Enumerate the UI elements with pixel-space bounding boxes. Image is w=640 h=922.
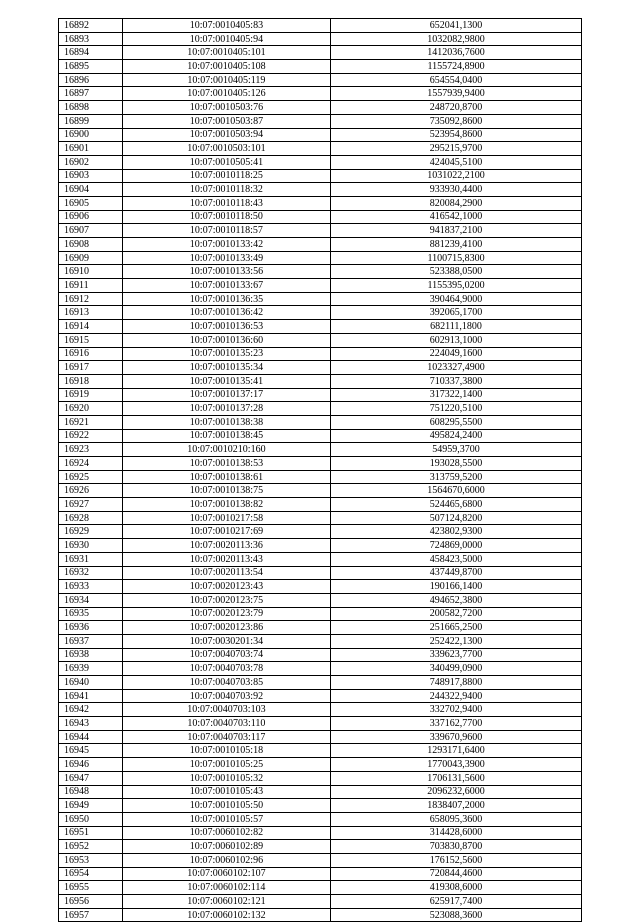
row-number-cell: 16948: [59, 785, 123, 799]
row-number-cell: 16941: [59, 689, 123, 703]
table-row: [59, 853, 582, 867]
row-number-cell: 16945: [59, 744, 123, 758]
row-number-cell: 16918: [59, 374, 123, 388]
cadastral-number-cell: 10:07:0010135:34: [122, 361, 330, 375]
row-number-cell: 16929: [59, 525, 123, 539]
row-number-cell: 16931: [59, 552, 123, 566]
row-number-cell: 16917: [59, 361, 123, 375]
cadastral-number-cell: 10:07:0010105:57: [122, 812, 330, 826]
row-number-cell: 16932: [59, 566, 123, 580]
table-row: [59, 415, 582, 429]
value-cell: 1564670,6000: [331, 484, 582, 498]
data-table: [58, 18, 582, 922]
table-row: [59, 525, 582, 539]
table-row: [59, 676, 582, 690]
table-row: [59, 114, 582, 128]
table-row: [59, 374, 582, 388]
value-cell: 437449,8700: [331, 566, 582, 580]
table-row: [59, 320, 582, 334]
row-number-cell: 16916: [59, 347, 123, 361]
table-row: [59, 155, 582, 169]
row-number-cell: 16947: [59, 771, 123, 785]
cadastral-number-cell: 10:07:0010133:49: [122, 251, 330, 265]
value-cell: 251665,2500: [331, 621, 582, 635]
table-row: [59, 580, 582, 594]
value-cell: 1031022,2100: [331, 169, 582, 183]
value-cell: 602913,1000: [331, 333, 582, 347]
table-row: [59, 128, 582, 142]
cadastral-number-cell: 10:07:0010405:94: [122, 32, 330, 46]
row-number-cell: 16952: [59, 840, 123, 854]
table-row: [59, 730, 582, 744]
row-number-cell: 16953: [59, 853, 123, 867]
table-row: [59, 511, 582, 525]
row-number-cell: 16919: [59, 388, 123, 402]
table-row: [59, 265, 582, 279]
row-number-cell: 16926: [59, 484, 123, 498]
value-cell: 724869,0000: [331, 539, 582, 553]
value-cell: 317322,1400: [331, 388, 582, 402]
value-cell: 748917,8800: [331, 676, 582, 690]
value-cell: 424045,5100: [331, 155, 582, 169]
value-cell: 1155724,8900: [331, 60, 582, 74]
cadastral-number-cell: 10:07:0020113:54: [122, 566, 330, 580]
cadastral-number-cell: 10:07:0020123:79: [122, 607, 330, 621]
value-cell: 682111,1800: [331, 320, 582, 334]
row-number-cell: 16895: [59, 60, 123, 74]
row-number-cell: 16949: [59, 799, 123, 813]
cadastral-number-cell: 10:07:0040703:103: [122, 703, 330, 717]
value-cell: 625917,7400: [331, 895, 582, 909]
table-row: [59, 429, 582, 443]
value-cell: 1023327,4900: [331, 361, 582, 375]
cadastral-number-cell: 10:07:0010118:32: [122, 183, 330, 197]
table-row: [59, 717, 582, 731]
value-cell: 658095,3600: [331, 812, 582, 826]
row-number-cell: 16954: [59, 867, 123, 881]
cadastral-number-cell: 10:07:0010133:67: [122, 279, 330, 293]
cadastral-number-cell: 10:07:0010133:56: [122, 265, 330, 279]
cadastral-number-cell: 10:07:0030201:34: [122, 634, 330, 648]
cadastral-number-cell: 10:07:0010135:41: [122, 374, 330, 388]
row-number-cell: 16946: [59, 758, 123, 772]
row-number-cell: 16896: [59, 73, 123, 87]
row-number-cell: 16902: [59, 155, 123, 169]
row-number-cell: 16950: [59, 812, 123, 826]
value-cell: 820084,2900: [331, 196, 582, 210]
row-number-cell: 16924: [59, 457, 123, 471]
row-number-cell: 16909: [59, 251, 123, 265]
row-number-cell: 16944: [59, 730, 123, 744]
cadastral-number-cell: 10:07:0040703:85: [122, 676, 330, 690]
row-number-cell: 16906: [59, 210, 123, 224]
cadastral-number-cell: 10:07:0010405:126: [122, 87, 330, 101]
value-cell: 881239,4100: [331, 238, 582, 252]
table-row: [59, 867, 582, 881]
table-row: [59, 196, 582, 210]
table-row: [59, 826, 582, 840]
row-number-cell: 16942: [59, 703, 123, 717]
cadastral-number-cell: 10:07:0020113:43: [122, 552, 330, 566]
table-row: [59, 648, 582, 662]
table-row: [59, 443, 582, 457]
row-number-cell: 16930: [59, 539, 123, 553]
value-cell: 339623,7700: [331, 648, 582, 662]
cadastral-number-cell: 10:07:0010118:50: [122, 210, 330, 224]
row-number-cell: 16903: [59, 169, 123, 183]
row-number-cell: 16907: [59, 224, 123, 238]
cadastral-number-cell: 10:07:0060102:132: [122, 908, 330, 922]
table-row: [59, 388, 582, 402]
row-number-cell: 16943: [59, 717, 123, 731]
table-row: [59, 895, 582, 909]
value-cell: 392065,1700: [331, 306, 582, 320]
table-row: [59, 347, 582, 361]
row-number-cell: 16920: [59, 402, 123, 416]
table-row: [59, 46, 582, 60]
cadastral-number-cell: 10:07:0060102:89: [122, 840, 330, 854]
cadastral-number-cell: 10:07:0010105:50: [122, 799, 330, 813]
row-number-cell: 16940: [59, 676, 123, 690]
cadastral-number-cell: 10:07:0010503:76: [122, 101, 330, 115]
cadastral-number-cell: 10:07:0010105:43: [122, 785, 330, 799]
row-number-cell: 16935: [59, 607, 123, 621]
table-row: [59, 593, 582, 607]
row-number-cell: 16897: [59, 87, 123, 101]
cadastral-number-cell: 10:07:0010405:108: [122, 60, 330, 74]
cadastral-number-cell: 10:07:0010405:101: [122, 46, 330, 60]
table-row: [59, 539, 582, 553]
cadastral-number-cell: 10:07:0010136:42: [122, 306, 330, 320]
table-row: [59, 621, 582, 635]
cadastral-number-cell: 10:07:0010405:119: [122, 73, 330, 87]
table-row: [59, 566, 582, 580]
value-cell: 458423,5000: [331, 552, 582, 566]
table-row: [59, 251, 582, 265]
row-number-cell: 16957: [59, 908, 123, 922]
cadastral-number-cell: 10:07:0010137:28: [122, 402, 330, 416]
row-number-cell: 16925: [59, 470, 123, 484]
table-row: [59, 840, 582, 854]
table-row: [59, 758, 582, 772]
table-body: [59, 19, 582, 922]
table-row: [59, 279, 582, 293]
value-cell: 710337,3800: [331, 374, 582, 388]
row-number-cell: 16955: [59, 881, 123, 895]
table-row: [59, 662, 582, 676]
table-row: [59, 361, 582, 375]
value-cell: 2096232,6000: [331, 785, 582, 799]
value-cell: 735092,8600: [331, 114, 582, 128]
cadastral-number-cell: 10:07:0060102:107: [122, 867, 330, 881]
value-cell: 244322,9400: [331, 689, 582, 703]
row-number-cell: 16893: [59, 32, 123, 46]
table-row: [59, 402, 582, 416]
cadastral-number-cell: 10:07:0010210:160: [122, 443, 330, 457]
table-row: [59, 812, 582, 826]
row-number-cell: 16899: [59, 114, 123, 128]
value-cell: 933930,4400: [331, 183, 582, 197]
value-cell: 523388,0500: [331, 265, 582, 279]
value-cell: 54959,3700: [331, 443, 582, 457]
table-row: [59, 333, 582, 347]
cadastral-number-cell: 10:07:0040703:92: [122, 689, 330, 703]
row-number-cell: 16938: [59, 648, 123, 662]
cadastral-number-cell: 10:07:0010138:38: [122, 415, 330, 429]
row-number-cell: 16892: [59, 19, 123, 33]
value-cell: 523954,8600: [331, 128, 582, 142]
value-cell: 419308,6000: [331, 881, 582, 895]
table-row: [59, 32, 582, 46]
cadastral-number-cell: 10:07:0010503:87: [122, 114, 330, 128]
table-row: [59, 881, 582, 895]
cadastral-number-cell: 10:07:0060102:96: [122, 853, 330, 867]
table-row: [59, 60, 582, 74]
row-number-cell: 16894: [59, 46, 123, 60]
value-cell: 200582,7200: [331, 607, 582, 621]
row-number-cell: 16900: [59, 128, 123, 142]
row-number-cell: 16933: [59, 580, 123, 594]
value-cell: 1770043,3900: [331, 758, 582, 772]
cadastral-number-cell: 10:07:0040703:110: [122, 717, 330, 731]
table-row: [59, 771, 582, 785]
row-number-cell: 16936: [59, 621, 123, 635]
row-number-cell: 16915: [59, 333, 123, 347]
cadastral-number-cell: 10:07:0040703:78: [122, 662, 330, 676]
row-number-cell: 16921: [59, 415, 123, 429]
table-row: [59, 73, 582, 87]
table-row: [59, 689, 582, 703]
cadastral-number-cell: 10:07:0010118:43: [122, 196, 330, 210]
row-number-cell: 16956: [59, 895, 123, 909]
value-cell: 339670,9600: [331, 730, 582, 744]
table-row: [59, 19, 582, 33]
row-number-cell: 16927: [59, 498, 123, 512]
cadastral-number-cell: 10:07:0010118:25: [122, 169, 330, 183]
value-cell: 176152,5600: [331, 853, 582, 867]
row-number-cell: 16911: [59, 279, 123, 293]
table-row: [59, 101, 582, 115]
table-row: [59, 142, 582, 156]
row-number-cell: 16905: [59, 196, 123, 210]
value-cell: 1557939,9400: [331, 87, 582, 101]
row-number-cell: 16923: [59, 443, 123, 457]
table-row: [59, 498, 582, 512]
cadastral-number-cell: 10:07:0010138:75: [122, 484, 330, 498]
table-row: [59, 799, 582, 813]
cadastral-number-cell: 10:07:0040703:74: [122, 648, 330, 662]
cadastral-number-cell: 10:07:0010133:42: [122, 238, 330, 252]
value-cell: 1706131,5600: [331, 771, 582, 785]
table-row: [59, 744, 582, 758]
value-cell: 332702,9400: [331, 703, 582, 717]
table-row: [59, 292, 582, 306]
value-cell: 652041,1300: [331, 19, 582, 33]
cadastral-number-cell: 10:07:0010217:58: [122, 511, 330, 525]
cadastral-number-cell: 10:07:0010503:94: [122, 128, 330, 142]
cadastral-number-cell: 10:07:0040703:117: [122, 730, 330, 744]
cadastral-number-cell: 10:07:0010138:61: [122, 470, 330, 484]
row-number-cell: 16914: [59, 320, 123, 334]
row-number-cell: 16904: [59, 183, 123, 197]
value-cell: 190166,1400: [331, 580, 582, 594]
table-row: [59, 703, 582, 717]
value-cell: 340499,0900: [331, 662, 582, 676]
cadastral-number-cell: 10:07:0010503:101: [122, 142, 330, 156]
cadastral-number-cell: 10:07:0060102:114: [122, 881, 330, 895]
value-cell: 1838407,2000: [331, 799, 582, 813]
value-cell: 494652,3800: [331, 593, 582, 607]
cadastral-number-cell: 10:07:0010136:35: [122, 292, 330, 306]
cadastral-number-cell: 10:07:0010138:82: [122, 498, 330, 512]
table-row: [59, 484, 582, 498]
cadastral-number-cell: 10:07:0010136:53: [122, 320, 330, 334]
table-row: [59, 210, 582, 224]
document-page: [58, 18, 582, 922]
table-row: [59, 634, 582, 648]
table-row: [59, 785, 582, 799]
cadastral-number-cell: 10:07:0010105:32: [122, 771, 330, 785]
value-cell: 703830,8700: [331, 840, 582, 854]
table-row: [59, 169, 582, 183]
row-number-cell: 16937: [59, 634, 123, 648]
value-cell: 423802,9300: [331, 525, 582, 539]
value-cell: 1412036,7600: [331, 46, 582, 60]
cadastral-number-cell: 10:07:0010138:45: [122, 429, 330, 443]
row-number-cell: 16939: [59, 662, 123, 676]
value-cell: 507124,8200: [331, 511, 582, 525]
table-row: [59, 470, 582, 484]
cadastral-number-cell: 10:07:0010137:17: [122, 388, 330, 402]
value-cell: 252422,1300: [331, 634, 582, 648]
row-number-cell: 16912: [59, 292, 123, 306]
row-number-cell: 16898: [59, 101, 123, 115]
cadastral-number-cell: 10:07:0010217:69: [122, 525, 330, 539]
table-row: [59, 457, 582, 471]
value-cell: 390464,9000: [331, 292, 582, 306]
row-number-cell: 16934: [59, 593, 123, 607]
value-cell: 1155395,0200: [331, 279, 582, 293]
table-row: [59, 306, 582, 320]
cadastral-number-cell: 10:07:0020123:43: [122, 580, 330, 594]
cadastral-number-cell: 10:07:0010136:60: [122, 333, 330, 347]
cadastral-number-cell: 10:07:0020113:36: [122, 539, 330, 553]
cadastral-number-cell: 10:07:0010135:23: [122, 347, 330, 361]
value-cell: 608295,5500: [331, 415, 582, 429]
value-cell: 337162,7700: [331, 717, 582, 731]
row-number-cell: 16922: [59, 429, 123, 443]
value-cell: 654554,0400: [331, 73, 582, 87]
cadastral-number-cell: 10:07:0010105:25: [122, 758, 330, 772]
table-row: [59, 238, 582, 252]
row-number-cell: 16908: [59, 238, 123, 252]
cadastral-number-cell: 10:07:0060102:82: [122, 826, 330, 840]
table-row: [59, 224, 582, 238]
row-number-cell: 16910: [59, 265, 123, 279]
value-cell: 941837,2100: [331, 224, 582, 238]
cadastral-number-cell: 10:07:0020123:86: [122, 621, 330, 635]
value-cell: 248720,8700: [331, 101, 582, 115]
value-cell: 495824,2400: [331, 429, 582, 443]
value-cell: 1293171,6400: [331, 744, 582, 758]
value-cell: 751220,5100: [331, 402, 582, 416]
value-cell: 524465,6800: [331, 498, 582, 512]
table-row: [59, 607, 582, 621]
cadastral-number-cell: 10:07:0010118:57: [122, 224, 330, 238]
cadastral-number-cell: 10:07:0010405:83: [122, 19, 330, 33]
value-cell: 193028,5500: [331, 457, 582, 471]
cadastral-number-cell: 10:07:0060102:121: [122, 895, 330, 909]
value-cell: 295215,9700: [331, 142, 582, 156]
value-cell: 224049,1600: [331, 347, 582, 361]
table-row: [59, 87, 582, 101]
row-number-cell: 16913: [59, 306, 123, 320]
row-number-cell: 16901: [59, 142, 123, 156]
value-cell: 416542,1000: [331, 210, 582, 224]
value-cell: 1032082,9800: [331, 32, 582, 46]
cadastral-number-cell: 10:07:0020123:75: [122, 593, 330, 607]
row-number-cell: 16928: [59, 511, 123, 525]
row-number-cell: 16951: [59, 826, 123, 840]
table-row: [59, 908, 582, 922]
table-row: [59, 552, 582, 566]
value-cell: 313759,5200: [331, 470, 582, 484]
cadastral-number-cell: 10:07:0010505:41: [122, 155, 330, 169]
value-cell: 720844,4600: [331, 867, 582, 881]
value-cell: 523088,3600: [331, 908, 582, 922]
cadastral-number-cell: 10:07:0010138:53: [122, 457, 330, 471]
table-row: [59, 183, 582, 197]
cadastral-number-cell: 10:07:0010105:18: [122, 744, 330, 758]
value-cell: 1100715,8300: [331, 251, 582, 265]
value-cell: 314428,6000: [331, 826, 582, 840]
